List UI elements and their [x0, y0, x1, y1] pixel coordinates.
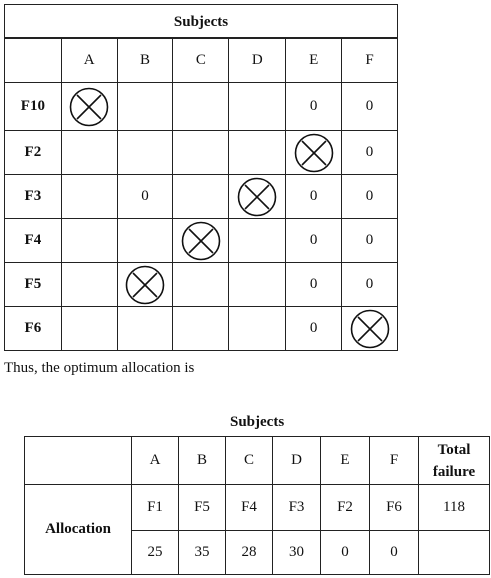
assignment-grid — [4, 38, 398, 351]
table-row — [5, 175, 398, 219]
allocation-cell: F4 — [226, 485, 273, 531]
grid-cell — [173, 131, 229, 175]
grid-cell: 0 — [342, 219, 398, 263]
row-header: F4 — [5, 219, 62, 263]
grid-cell: 0 — [342, 131, 398, 175]
crossed-circle-icon — [181, 221, 221, 261]
row-header: F6 — [5, 307, 62, 351]
assigned-cell — [229, 175, 286, 219]
assigned-cell — [61, 83, 117, 131]
grid-cell: 0 — [286, 307, 342, 351]
grid-cell — [61, 219, 117, 263]
assigned-cell — [286, 131, 342, 175]
grid-cell — [229, 263, 286, 307]
subjects-title: Subjects — [4, 4, 398, 38]
allocation-label: Allocation — [25, 485, 132, 575]
grid-cell — [173, 175, 229, 219]
conclusion-text: Thus, the optimum allocation is — [4, 360, 195, 376]
header-row — [25, 437, 490, 485]
total-header-line2: failure — [432, 463, 476, 480]
crossed-circle-icon — [350, 309, 390, 349]
grid-cell — [229, 307, 286, 351]
col-header: B — [117, 39, 173, 83]
allocation-row — [25, 485, 490, 531]
empty-cell — [419, 531, 490, 575]
corner-cell — [25, 437, 132, 485]
col-header: A — [61, 39, 117, 83]
grid-cell: 0 — [286, 175, 342, 219]
table-row — [5, 131, 398, 175]
col-header: B — [179, 437, 226, 485]
grid-cell: 0 — [342, 175, 398, 219]
total-header-line1: Total — [437, 441, 471, 458]
crossed-circle-icon — [237, 177, 277, 217]
grid-cell — [173, 307, 229, 351]
total-failure-header — [419, 437, 490, 485]
col-header: A — [132, 437, 179, 485]
assigned-cell — [117, 263, 173, 307]
value-cell: 0 — [370, 531, 419, 575]
grid-cell — [229, 83, 286, 131]
grid-cell — [61, 131, 117, 175]
value-cell: 25 — [132, 531, 179, 575]
corner-cell — [5, 39, 62, 83]
row-header: F3 — [5, 175, 62, 219]
col-header: D — [273, 437, 321, 485]
value-cell: 28 — [226, 531, 273, 575]
crossed-circle-icon — [125, 265, 165, 305]
grid-cell: 0 — [286, 219, 342, 263]
col-header: E — [286, 39, 342, 83]
col-header: E — [321, 437, 370, 485]
grid-cell — [173, 83, 229, 131]
col-header: F — [370, 437, 419, 485]
assignment-table — [4, 4, 398, 348]
table-row — [5, 219, 398, 263]
allocation-cell: F6 — [370, 485, 419, 531]
assigned-cell — [342, 307, 398, 351]
allocation-cell: F1 — [132, 485, 179, 531]
grid-cell: 0 — [286, 83, 342, 131]
allocation-cell: F5 — [179, 485, 226, 531]
col-header: C — [226, 437, 273, 485]
grid-cell — [61, 263, 117, 307]
total-failure-value: 118 — [419, 485, 490, 531]
crossed-circle-icon — [69, 87, 109, 127]
grid-cell — [117, 219, 173, 263]
row-header: F2 — [5, 131, 62, 175]
table-row — [5, 83, 398, 131]
assigned-cell — [173, 219, 229, 263]
subjects-title-2: Subjects — [230, 414, 285, 430]
grid-cell — [117, 83, 173, 131]
crossed-circle-icon — [294, 133, 334, 173]
grid-cell — [61, 307, 117, 351]
grid-cell: 0 — [286, 263, 342, 307]
grid-cell — [173, 263, 229, 307]
header-row — [5, 39, 398, 83]
value-cell: 35 — [179, 531, 226, 575]
grid-cell: 0 — [117, 175, 173, 219]
grid-cell — [61, 175, 117, 219]
row-header: F5 — [5, 263, 62, 307]
grid-cell: 0 — [342, 83, 398, 131]
value-cell: 30 — [273, 531, 321, 575]
col-header: D — [229, 39, 286, 83]
row-header: F10 — [5, 83, 62, 131]
allocation-cell: F2 — [321, 485, 370, 531]
allocation-cell: F3 — [273, 485, 321, 531]
grid-cell — [229, 131, 286, 175]
grid-cell — [117, 131, 173, 175]
grid-cell: 0 — [342, 263, 398, 307]
grid-cell — [229, 219, 286, 263]
table-row — [5, 307, 398, 351]
col-header: F — [342, 39, 398, 83]
table-row — [5, 263, 398, 307]
allocation-table — [24, 436, 490, 575]
col-header: C — [173, 39, 229, 83]
grid-cell — [117, 307, 173, 351]
value-cell: 0 — [321, 531, 370, 575]
